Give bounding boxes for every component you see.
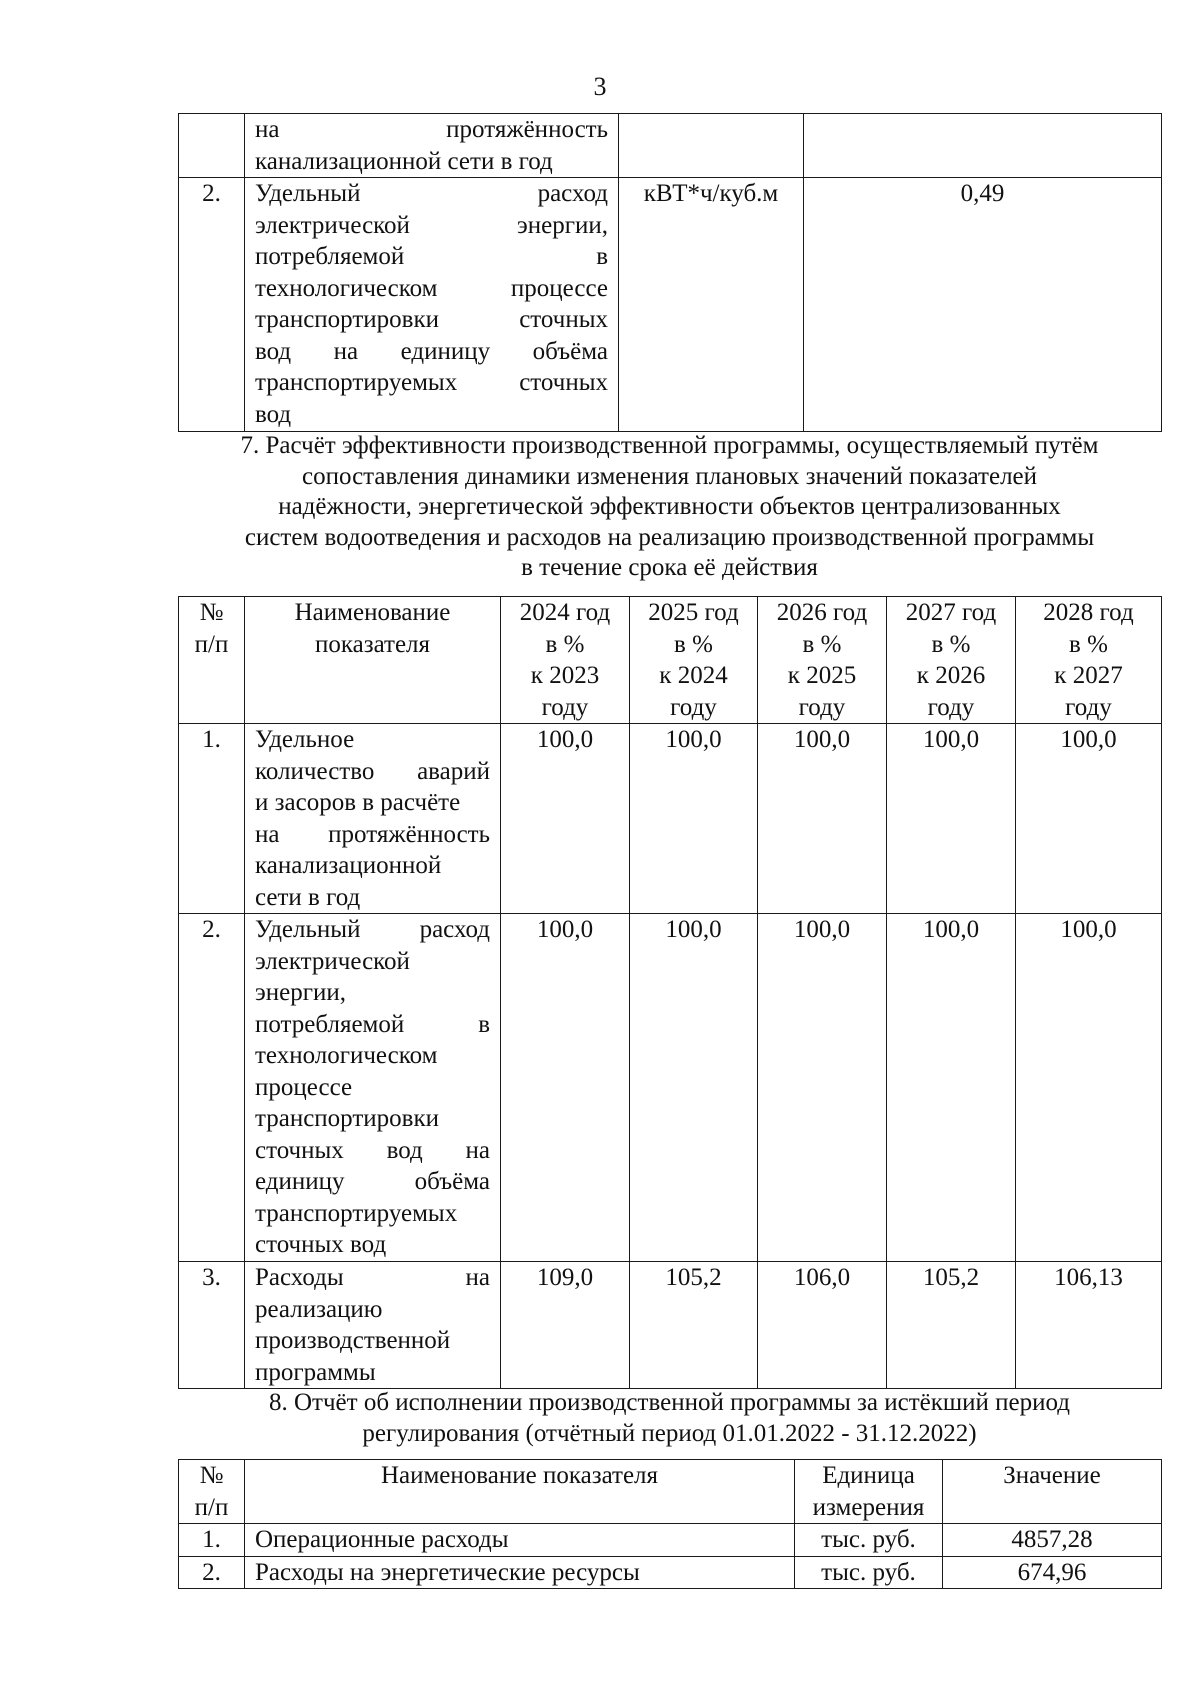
- value-cell-2028: 100,0: [1016, 724, 1162, 914]
- value-cell-2026: 100,0: [758, 914, 887, 1262]
- name-line: вод: [255, 400, 292, 428]
- value-cell-2027: 100,0: [887, 914, 1016, 1262]
- indicator-name-cell: Расходы на реализацию производственной программы: [245, 1262, 501, 1389]
- table-row: [179, 178, 1162, 432]
- name-line: вод на единицу объёма: [255, 337, 609, 365]
- table-header-row: [179, 1460, 1162, 1524]
- header-indicator-name: Наименование показателя: [245, 597, 501, 724]
- header-number: № п/п: [179, 1460, 245, 1524]
- unit-cell: кВТ*ч/куб.м: [619, 178, 804, 432]
- indicator-name-cell: Операционные расходы: [245, 1524, 795, 1557]
- unit-cell: тыс. руб.: [795, 1556, 943, 1589]
- value-cell-2028: 100,0: [1016, 914, 1162, 1262]
- header-year-2026: 2026 год в % к 2025 году: [758, 597, 887, 724]
- name-line: транспортировки сточных: [255, 306, 608, 333]
- value-cell-2024: 100,0: [501, 914, 630, 1262]
- value-cell-2026: 100,0: [758, 724, 887, 914]
- value-cell: 674,96: [943, 1556, 1162, 1589]
- row-number-cell: 2.: [179, 178, 245, 432]
- table-header-row: [179, 597, 1162, 724]
- value-cell: 0,49: [804, 178, 1162, 432]
- header-year-2025: 2025 год в % к 2024 году: [630, 597, 758, 724]
- table-row: [179, 1262, 1162, 1389]
- header-value: Значение: [943, 1460, 1162, 1524]
- table-row: [179, 1524, 1162, 1557]
- name-line: потребляемой в: [255, 243, 608, 270]
- header-number: № п/п: [179, 597, 245, 724]
- header-unit: Единица измерения: [795, 1460, 943, 1524]
- name-line: транспортируемых сточных: [255, 369, 608, 396]
- indicator-name-cell: Удельный расход электрической энергии, потребляемой в технологическом процессе транспортировки сточных вод на единицу объёма транспортируемых сточных вод: [245, 914, 501, 1262]
- value-cell-2027: 105,2: [887, 1262, 1016, 1389]
- table-row: [179, 114, 1162, 178]
- header-year-2028: 2028 год в % к 2027 году: [1016, 597, 1162, 724]
- row-number-cell: 1.: [179, 724, 245, 914]
- row-number-cell: 3.: [179, 1262, 245, 1389]
- indicator-name-cell: Расходы на энергетические ресурсы: [245, 1556, 795, 1589]
- row-number-cell: [179, 114, 245, 178]
- header-year-2027: 2027 год в % к 2026 году: [887, 597, 1016, 724]
- page-number: 3: [593, 72, 607, 101]
- value-cell-2025: 100,0: [630, 914, 758, 1262]
- unit-cell: тыс. руб.: [795, 1524, 943, 1557]
- row-number-cell: 1.: [179, 1524, 245, 1557]
- unit-cell: [619, 114, 804, 178]
- indicator-name-cell: [245, 178, 619, 432]
- name-line: электрической энергии,: [255, 211, 608, 239]
- table-row: [179, 724, 1162, 914]
- table-row: [179, 1556, 1162, 1589]
- value-cell: 4857,28: [943, 1524, 1162, 1557]
- value-cell-2026: 106,0: [758, 1262, 887, 1389]
- value-cell-2025: 105,2: [630, 1262, 758, 1389]
- table-row: [179, 914, 1162, 1262]
- section-8-heading: 8. Отчёт об исполнении производственной программы за истёкший период регулирования (отчётный период 01.01.2022 - 31.12.2022): [269, 1389, 1070, 1447]
- indicators-table-continued: [178, 113, 1162, 432]
- header-indicator-name: Наименование показателя: [245, 1460, 795, 1524]
- value-cell: [804, 114, 1162, 178]
- section-7-heading: 7. Расчёт эффективности производственной программы, осуществляемый путём сопоставления динамики изменения плановых значений показателей надёжности, энергетической эффективности объектов централизованных систем водоотведения и расходов на реализацию производственной программы в течение срока её действия: [240, 432, 1099, 581]
- name-line: Удельный расход: [255, 180, 608, 207]
- header-year-2024: 2024 год в % к 2023 году: [501, 597, 630, 724]
- efficiency-table: [178, 596, 1162, 1389]
- value-cell-2025: 100,0: [630, 724, 758, 914]
- row-number-cell: 2.: [179, 914, 245, 1262]
- name-line: технологическом процессе: [255, 274, 608, 302]
- indicator-name-cell: Удельное количество аварий и засоров в расчёте на протяжённость канализационной сети в год: [245, 724, 501, 914]
- value-cell-2027: 100,0: [887, 724, 1016, 914]
- value-cell-2024: 100,0: [501, 724, 630, 914]
- report-table: [178, 1459, 1162, 1589]
- value-cell-2028: 106,13: [1016, 1262, 1162, 1389]
- value-cell-2024: 109,0: [501, 1262, 630, 1389]
- indicator-name-cell: на протяжённость канализационной сети в год: [245, 114, 619, 178]
- row-number-cell: 2.: [179, 1556, 245, 1589]
